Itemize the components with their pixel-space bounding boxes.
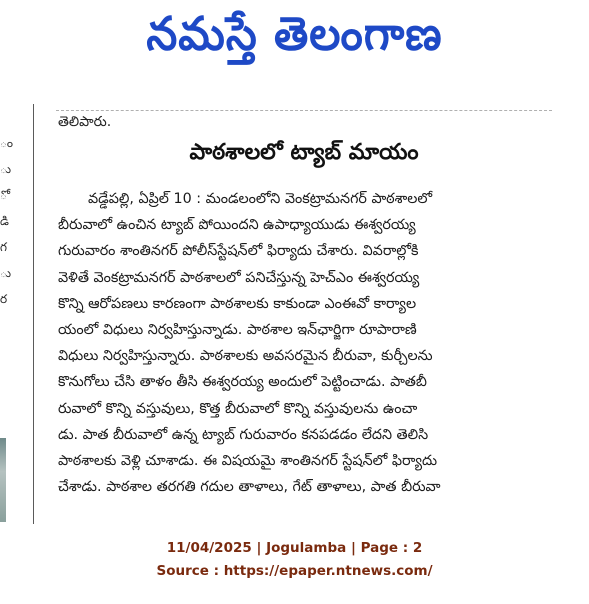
article-body — [58, 186, 552, 500]
body-line: బీరువాలో ఉంచిన ట్యాబ్ పోయిందని ఉపాధ్యాయుడు ఈశ్వరయ్య — [58, 217, 416, 234]
body-line: కొన్ని ఆరోపణలు కారణంగా పాఠశాలకు కాకుండా ఎంఈవో కార్యాల — [58, 295, 417, 312]
fragment: ు — [0, 266, 12, 280]
body-line: యంలో విధులు నిర్వహిస్తున్నాడు. పాఠశాల ఇన్‌ఛార్జిగా రూపారాణి — [58, 321, 417, 338]
section-divider — [56, 110, 552, 111]
adjacent-photo-edge — [0, 438, 6, 522]
body-line: కొనుగోలు చేసి తాళం తీసి ఈశ్వరయ్య అందులో పెట్టించాడు. పాతబీ — [58, 374, 427, 391]
masthead — [0, 0, 589, 80]
body-line: వెళితే వెంకట్రామనగర్ పాఠశాలలో పనిచేస్తున్న హెచ్‌ఎం ఈశ్వరయ్య — [58, 269, 420, 286]
adjacent-column-strip — [0, 88, 12, 526]
body-line: డు. పాత బీరువాలో ఉన్న ట్యాబ్ గురువారం కనపడడం లేదని తెలిసి — [58, 426, 429, 443]
article-headline: పాఠశాలలో ట్యాబ్ మాయం — [189, 140, 419, 165]
body-line: వడ్డేపల్లి, ఏప్రిల్ 10 : మండలంలోని వెంకట్రామనగర్ పాఠశాలలో — [88, 191, 433, 207]
source-url[interactable]: Source : https://epaper.ntnews.com/ — [156, 563, 433, 579]
body-line: పాఠశాలకు వెళ్లి చూశాడు. ఈ విషయమై శాంతినగర్ స్టేషన్‌లో ఫిర్యాదు — [58, 452, 438, 469]
clipping-frame — [0, 88, 589, 526]
fragment: గ — [0, 240, 7, 254]
fragment: ో — [0, 188, 7, 202]
previous-article-ending: తెలిపారు. — [58, 114, 112, 130]
fragment: ు — [0, 162, 12, 176]
newspaper-title: నమస్తే తెలంగాణ — [146, 7, 443, 61]
fragment: ర — [0, 292, 8, 306]
source-footer — [0, 537, 589, 583]
body-line: చేశాడు. పాఠశాల తరగతి గదుల తాళాలు, గేట్ తాళాలు, పాత బీరువా — [58, 479, 441, 496]
body-line: గురువారం శాంతినగర్ పోలీస్‌స్టేషన్‌లో ఫిర్యాదు చేశారు. వివరాల్లోకి — [58, 243, 419, 260]
fragment: డి — [0, 214, 9, 228]
body-line: రువాలో కొన్ని వస్తువులు, కొత్త బీరువాలో కొన్ని వస్తువులను ఉంచా — [58, 400, 418, 417]
edition-info: 11/04/2025 | Jogulamba | Page : 2 — [166, 540, 423, 556]
body-line: విధులు నిర్వహిస్తున్నారు. పాఠశాలకు అవసరమైన బీరువా, కుర్చీలను — [58, 348, 433, 365]
column-rule — [33, 104, 34, 524]
fragment: ం — [0, 136, 14, 150]
